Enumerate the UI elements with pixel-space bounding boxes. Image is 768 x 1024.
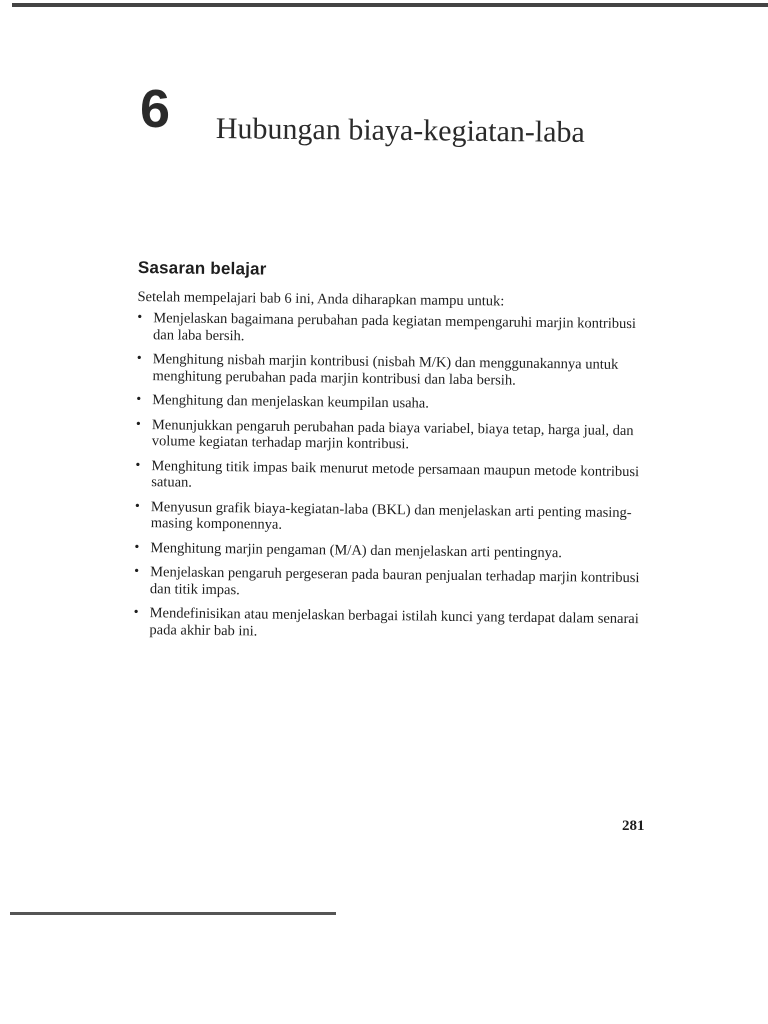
objective-text: Menjelaskan pengaruh pergeseran pada bauran penjualan terhadap marjin kontribusi dan titik impas. <box>149 564 640 598</box>
objective-text: Menjelaskan bagaimana perubahan pada kegiatan mempengaruhi marjin kontribusi dan laba bersih. <box>152 310 637 344</box>
objective-text: Menunjukkan pengaruh perubahan pada biaya variabel, biaya tetap, harga jual, dan volume kegiatan terhadap marjin kontribusi. <box>151 416 634 453</box>
objective-item <box>136 416 646 455</box>
chapter-number: 6 <box>140 79 171 139</box>
chapter-title: Hubungan biaya-kegiatan-laba <box>215 112 585 149</box>
bullet-icon: • <box>134 539 140 555</box>
objective-item <box>134 539 644 562</box>
bullet-icon: • <box>137 309 143 326</box>
section-intro: Setelah mempelajari bab 6 ini, Anda diharapkan mampu untuk: <box>137 288 505 310</box>
top-border-rule <box>12 3 768 7</box>
bottom-border-rule <box>10 912 336 915</box>
objective-text: Menghitung titik impas baik menurut metode persamaan maupun metode kontribusi satuan. <box>151 457 640 491</box>
objective-item <box>137 310 647 349</box>
objective-text: Menghitung marjin pengaman (M/A) dan menjelaskan arti pentingnya. <box>150 539 563 561</box>
bullet-icon: • <box>136 391 142 408</box>
objective-text: Mendefinisikan atau menjelaskan berbagai istilah kunci yang terdapat dalam senarai pada akhir bab ini. <box>149 605 639 639</box>
bullet-icon: • <box>135 457 141 473</box>
objective-text: Menghitung dan menjelaskan keumpilan usaha. <box>152 392 429 412</box>
bullet-icon: • <box>134 498 140 514</box>
objective-item <box>133 605 643 644</box>
bullet-icon: • <box>133 604 139 621</box>
bullet-icon: • <box>135 416 141 432</box>
learning-objectives-section <box>133 258 648 652</box>
objective-item <box>135 498 645 537</box>
bullet-icon: • <box>136 350 142 367</box>
bullet-icon: • <box>134 563 140 580</box>
objective-item <box>136 351 646 390</box>
objective-item <box>135 457 645 496</box>
page-number: 281 <box>622 818 645 834</box>
objective-text: Menghitung nisbah marjin kontribusi (nisbah M/K) dan menggunakannya untuk menghitung perubahan pada marjin kontribusi dan laba bersih. <box>152 351 619 389</box>
objective-text: Menyusun grafik biaya-kegiatan-laba (BKL) dan menjelaskan arti penting masing-masing komponennya. <box>150 498 632 533</box>
section-heading: Sasaran belajar <box>137 258 267 279</box>
objective-item <box>134 564 644 603</box>
objective-item <box>136 392 646 415</box>
objectives-list <box>133 310 647 644</box>
